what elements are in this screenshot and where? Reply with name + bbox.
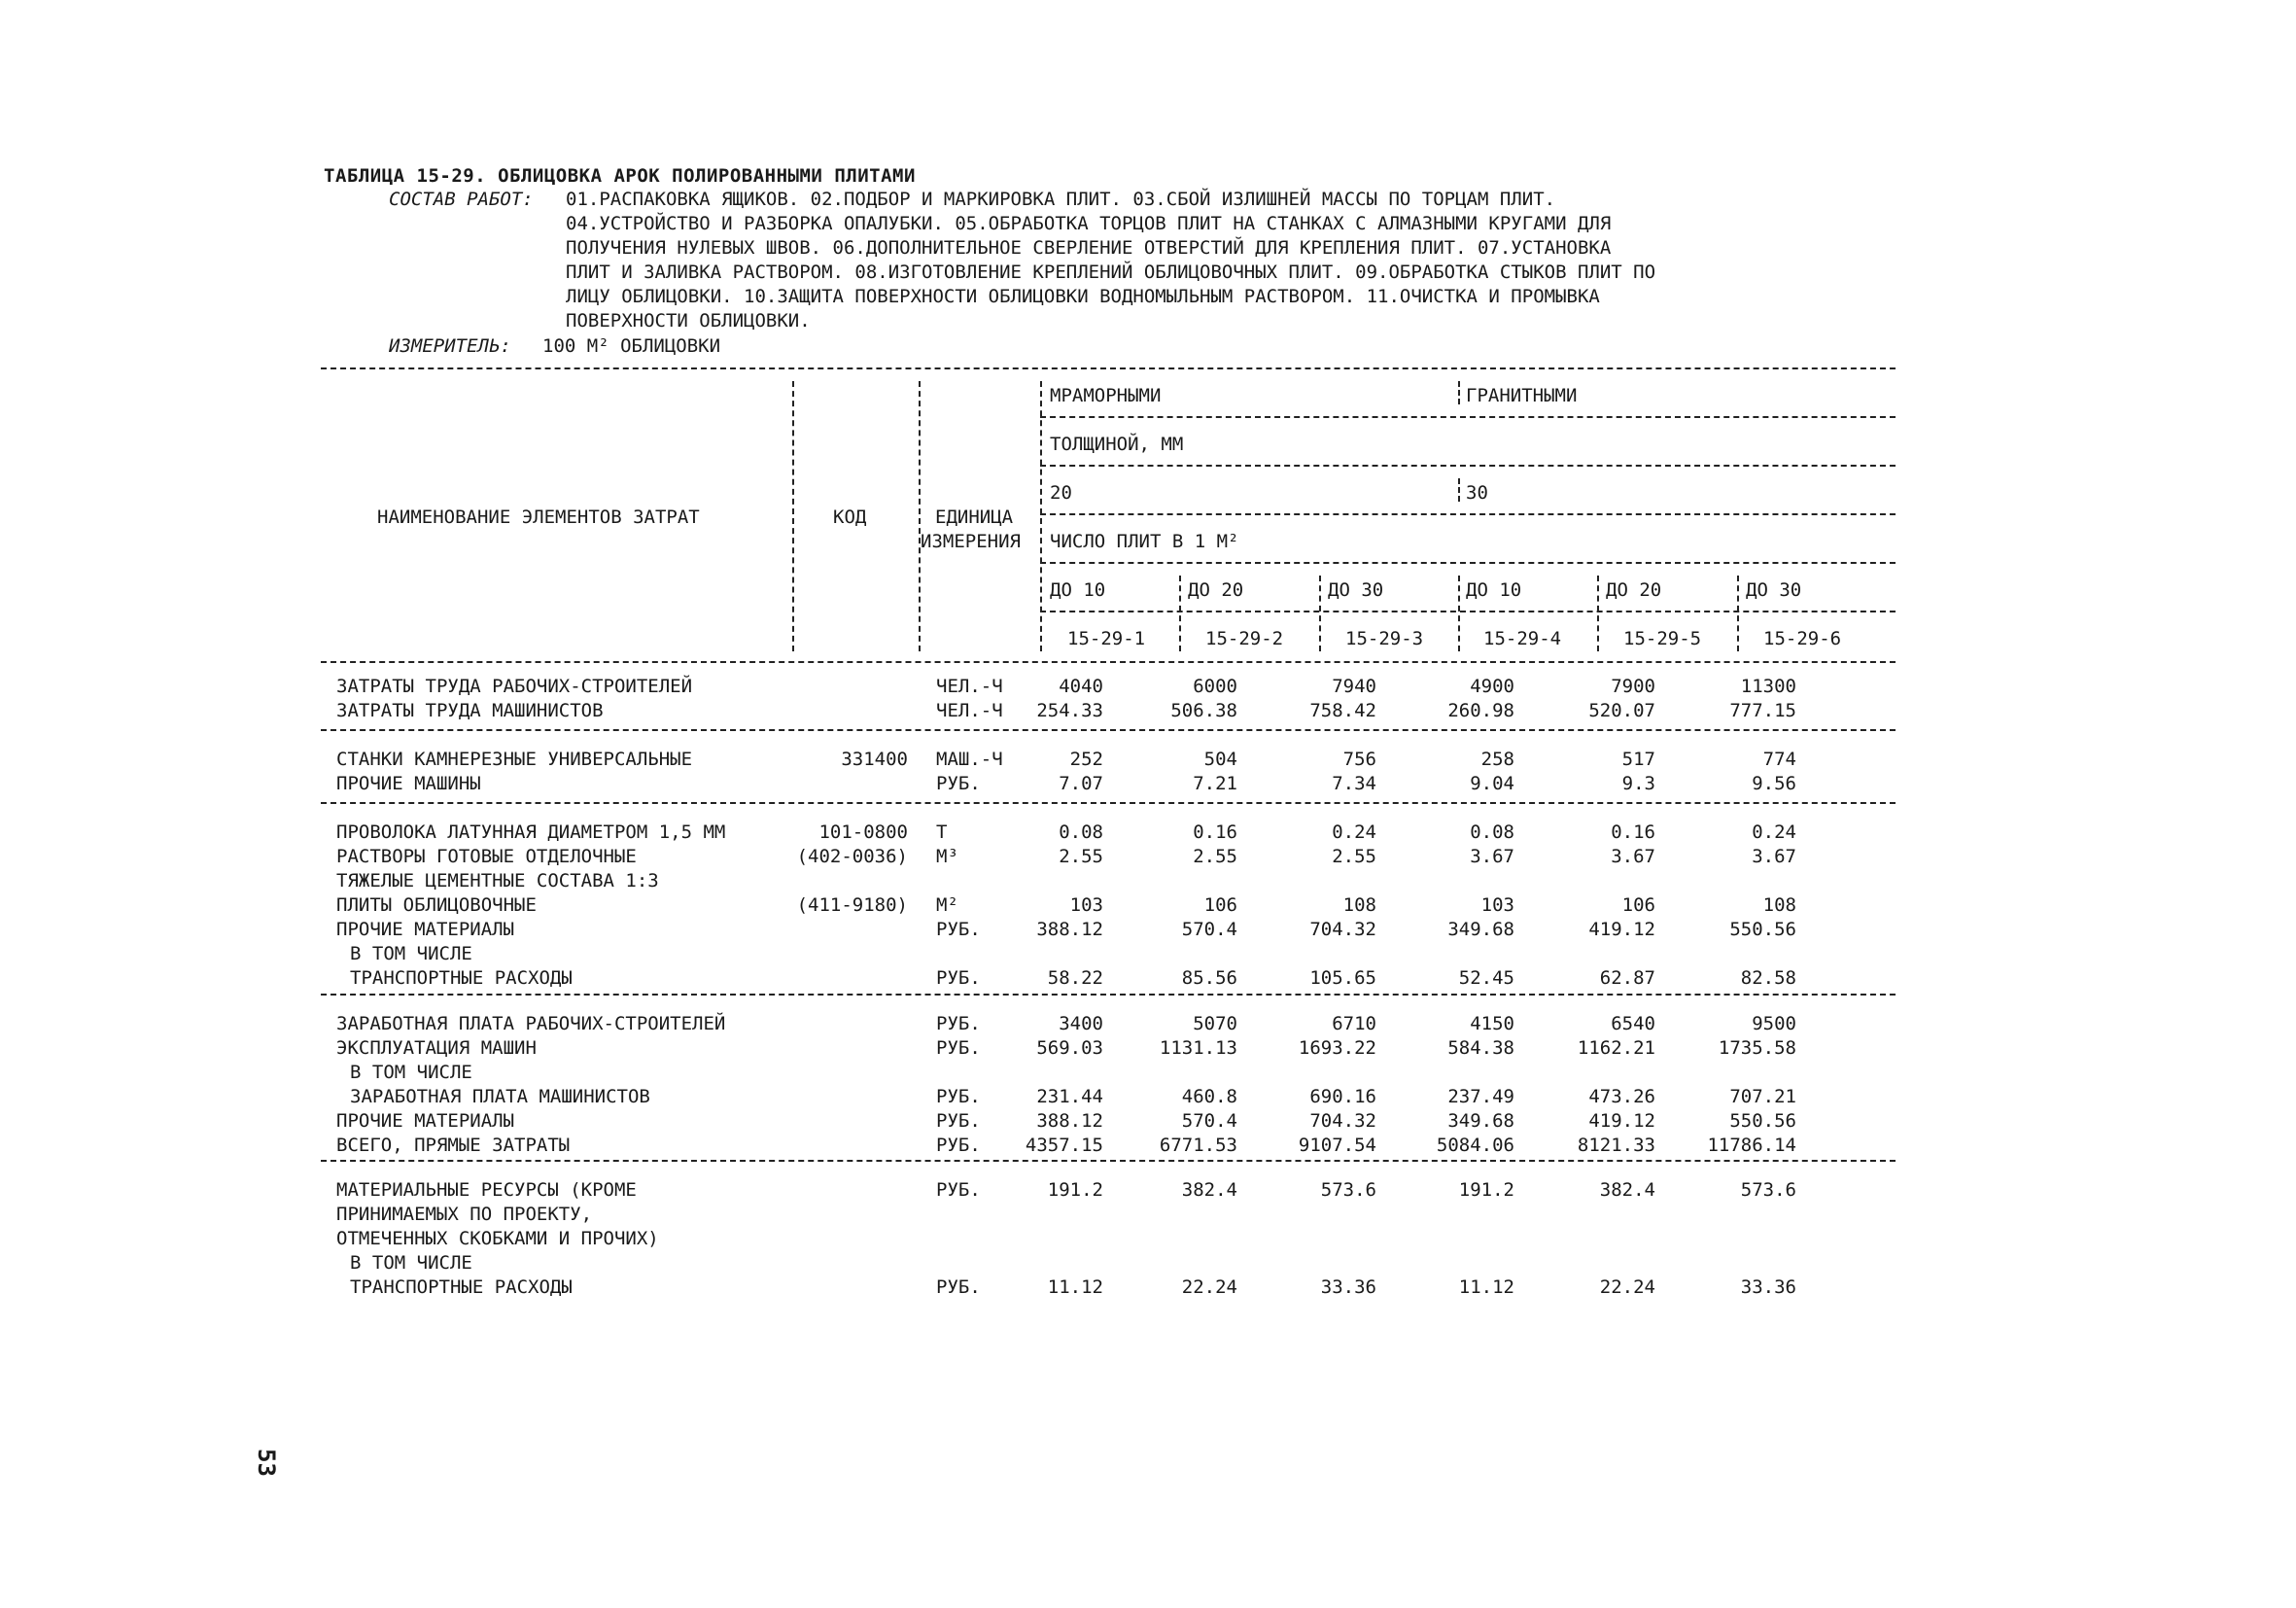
- row-value: 570.4: [1181, 919, 1237, 940]
- header-range: ДО 20: [1606, 579, 1662, 601]
- row-value: 550.56: [1729, 919, 1796, 940]
- row-value: 103: [1069, 894, 1103, 916]
- row-value: 11786.14: [1707, 1135, 1796, 1156]
- row-name: ПРОЧИЕ МАТЕРИАЛЫ: [336, 919, 515, 940]
- row-value: 3.67: [1752, 846, 1796, 867]
- row-name: ПРИНИМАЕМЫХ ПО ПРОЕКТУ,: [336, 1204, 593, 1225]
- header-column-code: 15-29-5: [1623, 628, 1702, 649]
- column-divider: [1040, 381, 1042, 651]
- row-value: 473.26: [1588, 1086, 1655, 1107]
- row-name: ПРОЧИЕ МАТЕРИАЛЫ: [336, 1110, 515, 1132]
- row-unit: РУБ.: [936, 1135, 981, 1156]
- header-count: ЧИСЛО ПЛИТ В 1 М²: [1050, 531, 1239, 552]
- group-separator: [321, 729, 1896, 731]
- row-value: 4040: [1059, 676, 1103, 697]
- row-value: 85.56: [1181, 967, 1237, 989]
- work-label: СОСТАВ РАБОТ:: [389, 189, 534, 210]
- work-line: ЛИЦУ ОБЛИЦОВКИ. 10.ЗАЩИТА ПОВЕРХНОСТИ ОБЛИЦОВКИ ВОДНОМЫЛЬНЫМ РАСТВОРОМ. 11.ОЧИСТКА И ПРОМЫВКА: [566, 286, 1600, 307]
- row-name: В ТОМ ЧИСЛЕ: [350, 943, 472, 964]
- column-divider: [792, 381, 794, 651]
- header-rule: [1040, 465, 1896, 467]
- row-value: 105.65: [1309, 967, 1376, 989]
- row-value: 0.08: [1059, 821, 1103, 843]
- header-code: КОД: [833, 507, 867, 528]
- meter-label: ИЗМЕРИТЕЛЬ:: [389, 335, 511, 357]
- row-unit: РУБ.: [936, 967, 981, 989]
- row-unit: МАШ.-Ч: [936, 749, 1003, 770]
- row-value: 22.24: [1599, 1276, 1655, 1298]
- row-name: РАСТВОРЫ ГОТОВЫЕ ОТДЕЛОЧНЫЕ: [336, 846, 637, 867]
- row-unit: РУБ.: [936, 773, 981, 794]
- row-name: ЗАТРАТЫ ТРУДА РАБОЧИХ-СТРОИТЕЛЕЙ: [336, 676, 693, 697]
- row-name: ПРОЧИЕ МАШИНЫ: [336, 773, 481, 794]
- row-value: 33.36: [1740, 1276, 1796, 1298]
- row-code: (411-9180): [796, 894, 908, 916]
- row-value: 504: [1203, 749, 1237, 770]
- row-value: 3400: [1059, 1013, 1103, 1034]
- row-name: ТРАНСПОРТНЫЕ РАСХОДЫ: [350, 967, 573, 989]
- row-value: 6771.53: [1159, 1135, 1237, 1156]
- header-column-code: 15-29-3: [1345, 628, 1424, 649]
- row-value: 9.04: [1470, 773, 1514, 794]
- header-range: ДО 20: [1188, 579, 1244, 601]
- row-value: 191.2: [1047, 1179, 1103, 1201]
- header-unit: ИЗМЕРЕНИЯ: [921, 531, 1021, 552]
- row-name: ЭКСПЛУАТАЦИЯ МАШИН: [336, 1037, 537, 1059]
- row-value: 0.16: [1611, 821, 1655, 843]
- row-value: 2.55: [1059, 846, 1103, 867]
- row-name: ЗАРАБОТНАЯ ПЛАТА РАБОЧИХ-СТРОИТЕЛЕЙ: [336, 1013, 726, 1034]
- row-value: 349.68: [1447, 1110, 1514, 1132]
- header-range: ДО 10: [1466, 579, 1522, 601]
- row-value: 4357.15: [1025, 1135, 1103, 1156]
- row-value: 1693.22: [1298, 1037, 1376, 1059]
- header-column-code: 15-29-6: [1763, 628, 1842, 649]
- row-value: 550.56: [1729, 1110, 1796, 1132]
- row-value: 6540: [1611, 1013, 1655, 1034]
- row-value: 704.32: [1309, 919, 1376, 940]
- header-top-rule: [321, 367, 1896, 369]
- header-range: ДО 10: [1050, 579, 1106, 601]
- row-value: 82.58: [1740, 967, 1796, 989]
- row-value: 2.55: [1332, 846, 1376, 867]
- row-value: 382.4: [1599, 1179, 1655, 1201]
- row-value: 7.07: [1059, 773, 1103, 794]
- row-unit: М²: [936, 894, 958, 916]
- row-value: 569.03: [1036, 1037, 1103, 1059]
- header-column-code: 15-29-1: [1067, 628, 1146, 649]
- header-range: ДО 30: [1746, 579, 1802, 601]
- work-line: ПОВЕРХНОСТИ ОБЛИЦОВКИ.: [566, 310, 811, 332]
- row-unit: РУБ.: [936, 1276, 981, 1298]
- row-value: 349.68: [1447, 919, 1514, 940]
- row-value: 108: [1762, 894, 1796, 916]
- header-rule: [1040, 611, 1896, 612]
- row-value: 517: [1621, 749, 1655, 770]
- header-marble: МРАМОРНЫМИ: [1050, 385, 1162, 406]
- row-value: 690.16: [1309, 1086, 1376, 1107]
- row-value: 388.12: [1036, 1110, 1103, 1132]
- row-name: ЗАРАБОТНАЯ ПЛАТА МАШИНИСТОВ: [350, 1086, 650, 1107]
- row-unit: М³: [936, 846, 958, 867]
- row-value: 0.24: [1752, 821, 1796, 843]
- row-value: 3.67: [1611, 846, 1655, 867]
- header-name: НАИМЕНОВАНИЕ ЭЛЕМЕНТОВ ЗАТРАТ: [377, 507, 700, 528]
- column-divider: [1319, 576, 1321, 651]
- header-thickness-20: 20: [1050, 482, 1072, 504]
- row-value: 419.12: [1588, 1110, 1655, 1132]
- row-value: 108: [1342, 894, 1376, 916]
- row-value: 704.32: [1309, 1110, 1376, 1132]
- row-value: 520.07: [1588, 700, 1655, 721]
- row-value: 62.87: [1599, 967, 1655, 989]
- row-unit: ЧЕЛ.-Ч: [936, 676, 1003, 697]
- row-name: ОТМЕЧЕННЫХ СКОБКАМИ И ПРОЧИХ): [336, 1228, 659, 1249]
- row-value: 7.21: [1193, 773, 1237, 794]
- row-value: 0.08: [1470, 821, 1514, 843]
- column-divider: [1458, 478, 1460, 502]
- meter-value: 100 М² ОБЛИЦОВКИ: [542, 335, 721, 357]
- row-value: 106: [1203, 894, 1237, 916]
- row-name: В ТОМ ЧИСЛЕ: [350, 1252, 472, 1274]
- row-value: 11.12: [1047, 1276, 1103, 1298]
- row-value: 9.3: [1621, 773, 1655, 794]
- row-value: 5084.06: [1436, 1135, 1514, 1156]
- header-column-code: 15-29-2: [1205, 628, 1284, 649]
- work-line: ПОЛУЧЕНИЯ НУЛЕВЫХ ШВОВ. 06.ДОПОЛНИТЕЛЬНОЕ СВЕРЛЕНИЕ ОТВЕРСТИЙ ДЛЯ КРЕПЛЕНИЯ ПЛИТ. 07.УСТАНОВКА: [566, 237, 1612, 259]
- row-value: 460.8: [1181, 1086, 1237, 1107]
- row-value: 33.36: [1320, 1276, 1376, 1298]
- column-divider: [1458, 576, 1460, 651]
- row-value: 419.12: [1588, 919, 1655, 940]
- row-unit: РУБ.: [936, 1179, 981, 1201]
- row-value: 584.38: [1447, 1037, 1514, 1059]
- row-value: 237.49: [1447, 1086, 1514, 1107]
- header-rule: [1040, 562, 1896, 564]
- row-value: 774: [1762, 749, 1796, 770]
- column-divider: [1597, 576, 1599, 651]
- page-number: 53: [253, 1449, 280, 1477]
- row-value: 1162.21: [1577, 1037, 1655, 1059]
- row-value: 1735.58: [1718, 1037, 1796, 1059]
- column-divider: [919, 381, 921, 651]
- column-divider: [1737, 576, 1739, 651]
- row-value: 260.98: [1447, 700, 1514, 721]
- row-unit: РУБ.: [936, 1013, 981, 1034]
- row-value: 2.55: [1193, 846, 1237, 867]
- header-rule: [1040, 513, 1896, 515]
- row-value: 252: [1069, 749, 1103, 770]
- row-value: 9107.54: [1298, 1135, 1376, 1156]
- table-title: ТАБЛИЦА 15-29. ОБЛИЦОВКА АРОК ПОЛИРОВАННЫМИ ПЛИТАМИ: [324, 165, 916, 187]
- row-value: 9.56: [1752, 773, 1796, 794]
- row-value: 8121.33: [1577, 1135, 1655, 1156]
- header-granite: ГРАНИТНЫМИ: [1466, 385, 1578, 406]
- row-value: 52.45: [1458, 967, 1514, 989]
- row-value: 0.16: [1193, 821, 1237, 843]
- row-name: ПРОВОЛОКА ЛАТУННАЯ ДИАМЕТРОМ 1,5 ММ: [336, 821, 726, 843]
- row-value: 7900: [1611, 676, 1655, 697]
- row-value: 9500: [1752, 1013, 1796, 1034]
- row-name: ЗАТРАТЫ ТРУДА МАШИНИСТОВ: [336, 700, 604, 721]
- row-value: 11.12: [1458, 1276, 1514, 1298]
- row-code: 331400: [841, 749, 908, 770]
- header-column-code: 15-29-4: [1483, 628, 1562, 649]
- row-value: 11300: [1740, 676, 1796, 697]
- row-value: 3.67: [1470, 846, 1514, 867]
- row-unit: РУБ.: [936, 919, 981, 940]
- row-code: (402-0036): [796, 846, 908, 867]
- row-value: 6000: [1193, 676, 1237, 697]
- row-value: 758.42: [1309, 700, 1376, 721]
- row-value: 570.4: [1181, 1110, 1237, 1132]
- row-value: 777.15: [1729, 700, 1796, 721]
- work-line: 04.УСТРОЙСТВО И РАЗБОРКА ОПАЛУБКИ. 05.ОБРАБОТКА ТОРЦОВ ПЛИТ НА СТАНКАХ С АЛМАЗНЫМИ КРУГАМИ ДЛЯ: [566, 213, 1612, 234]
- row-value: 6710: [1332, 1013, 1376, 1034]
- row-value: 103: [1480, 894, 1514, 916]
- row-name: ТЯЖЕЛЫЕ ЦЕМЕНТНЫЕ СОСТАВА 1:3: [336, 870, 659, 891]
- row-value: 7940: [1332, 676, 1376, 697]
- header-range: ДО 30: [1328, 579, 1384, 601]
- row-unit: ЧЕЛ.-Ч: [936, 700, 1003, 721]
- row-name: МАТЕРИАЛЬНЫЕ РЕСУРСЫ (КРОМЕ: [336, 1179, 637, 1201]
- row-value: 22.24: [1181, 1276, 1237, 1298]
- row-value: 4150: [1470, 1013, 1514, 1034]
- row-name: СТАНКИ КАМНЕРЕЗНЫЕ УНИВЕРСАЛЬНЫЕ: [336, 749, 693, 770]
- work-line: 01.РАСПАКОВКА ЯЩИКОВ. 02.ПОДБОР И МАРКИРОВКА ПЛИТ. 03.СБОЙ ИЗЛИШНЕЙ МАССЫ ПО ТОРЦАМ ПЛИТ.: [566, 189, 1556, 210]
- header-thickness: ТОЛЩИНОЙ, ММ: [1050, 434, 1184, 455]
- row-value: 58.22: [1047, 967, 1103, 989]
- row-name: ТРАНСПОРТНЫЕ РАСХОДЫ: [350, 1276, 573, 1298]
- row-value: 7.34: [1332, 773, 1376, 794]
- row-value: 756: [1342, 749, 1376, 770]
- row-value: 191.2: [1458, 1179, 1514, 1201]
- row-name: ВСЕГО, ПРЯМЫЕ ЗАТРАТЫ: [336, 1135, 571, 1156]
- column-divider: [1458, 381, 1460, 404]
- row-value: 707.21: [1729, 1086, 1796, 1107]
- row-value: 106: [1621, 894, 1655, 916]
- row-value: 382.4: [1181, 1179, 1237, 1201]
- row-name: ПЛИТЫ ОБЛИЦОВОЧНЫЕ: [336, 894, 537, 916]
- group-separator: [321, 994, 1896, 996]
- header-rule: [1040, 416, 1896, 418]
- row-value: 258: [1480, 749, 1514, 770]
- row-name: В ТОМ ЧИСЛЕ: [350, 1062, 472, 1083]
- column-divider: [1179, 576, 1181, 651]
- row-value: 388.12: [1036, 919, 1103, 940]
- row-value: 0.24: [1332, 821, 1376, 843]
- group-separator: [321, 802, 1896, 804]
- row-value: 231.44: [1036, 1086, 1103, 1107]
- header-thickness-30: 30: [1466, 482, 1488, 504]
- row-value: 573.6: [1740, 1179, 1796, 1201]
- row-unit: РУБ.: [936, 1086, 981, 1107]
- row-value: 254.33: [1036, 700, 1103, 721]
- row-value: 4900: [1470, 676, 1514, 697]
- row-value: 506.38: [1170, 700, 1237, 721]
- row-value: 5070: [1193, 1013, 1237, 1034]
- work-line: ПЛИТ И ЗАЛИВКА РАСТВОРОМ. 08.ИЗГОТОВЛЕНИЕ КРЕПЛЕНИЙ ОБЛИЦОВОЧНЫХ ПЛИТ. 09.ОБРАБОТКА СТЫКОВ ПЛИТ ПО: [566, 262, 1656, 283]
- group-separator: [321, 1160, 1896, 1162]
- row-value: 573.6: [1320, 1179, 1376, 1201]
- header-unit: ЕДИНИЦА: [935, 507, 1014, 528]
- row-unit: РУБ.: [936, 1110, 981, 1132]
- row-code: 101-0800: [818, 821, 908, 843]
- row-unit: Т: [936, 821, 948, 843]
- header-bottom-rule: [321, 661, 1896, 663]
- row-unit: РУБ.: [936, 1037, 981, 1059]
- row-value: 1131.13: [1159, 1037, 1237, 1059]
